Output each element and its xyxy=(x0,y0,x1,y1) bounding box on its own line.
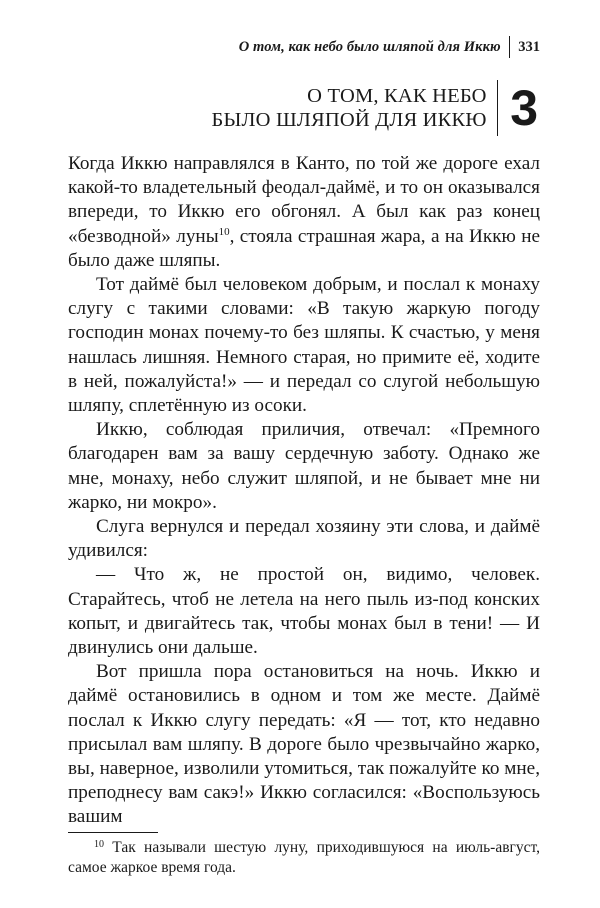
paragraph-1 xyxy=(68,152,540,273)
footnote xyxy=(68,838,540,878)
footnote-reference[interactable]: 10 xyxy=(218,225,230,238)
footnote-number: 10 xyxy=(94,839,104,850)
paragraph-6: Вот пришла пора остановиться на ночь. Иккю и даймё остановились в одном и том же месте. Даймё послал к Иккю слугу передать: «Я — тот, кто недавно присылал вам шляпу. В дороге было чрезвычайно жарко, вы, наверное, изволили утомиться, так пожалуйте ко мне, преподнесу вам сакэ!» Иккю согласился: «Воспользуюсь вашим xyxy=(68,661,540,828)
chapter-title-line-2: БЫЛО ШЛЯПОЙ ДЛЯ ИККЮ xyxy=(211,109,487,131)
footnote-text: Так называли шестую луну, приходившуюся на июль-август, самое жаркое время года. xyxy=(68,839,540,876)
chapter-title-line-1: О ТОМ, КАК НЕБО xyxy=(307,85,487,107)
running-head xyxy=(239,36,540,58)
page-number: 331 xyxy=(518,38,540,55)
paragraph-4: Слуга вернулся и передал хозяину эти слова, и даймё удивился: xyxy=(68,516,540,562)
chapter-number: 3 xyxy=(510,80,538,136)
paragraph-3: Иккю, соблюдая приличия, отвечал: «Премного благодарен вам за вашу сердечную заботу. Однако же мне, монаху, небо служит шляпой, и не бывает мне ни жарко, ни мокро». xyxy=(68,419,540,513)
paragraph-5: — Что ж, не простой он, видимо, человек. Старайтесь, чтоб не летела на него пыль из-под конских копыт, и двигайтесь так, чтобы монах был в тени! — И двинулись они дальше. xyxy=(68,564,540,659)
running-head-title: О том, как небо было шляпой для Иккю xyxy=(238,38,501,55)
chapter-heading xyxy=(212,80,541,136)
paragraph-1-text-cont: , стояла страшная жара, а на Иккю не было даже шляпы. xyxy=(68,225,540,271)
footnote-rule xyxy=(68,832,158,833)
paragraph-1-text: Когда Иккю направлялся в Канто, по той же дороге ехал какой-то владетельный феодал-даймё, и то он оказывался впереди, то Иккю его обгонял. А был как раз конец «безводной» луны xyxy=(68,153,540,247)
chapter-title xyxy=(212,84,497,132)
paragraph-2: Тот даймё был человеком добрым, и послал к монаху слугу с такими словами: «В такую жаркую погоду господин монах почему-то без шляпы. К счастью, у меня нашлась лишняя. Немного старая, но примите её, ходите в ней, пожалуйста!» — и передал со слугой небольшую шляпу, сплетённую из осоки. xyxy=(68,274,540,417)
body-text xyxy=(68,152,540,830)
